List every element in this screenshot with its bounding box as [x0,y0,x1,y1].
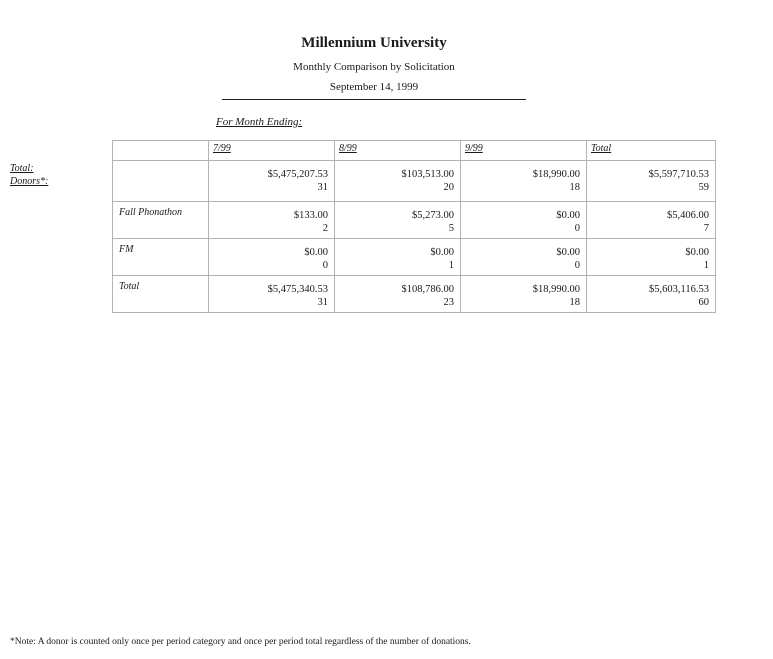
row-label [113,161,209,202]
value-cell: $0.00 0 [461,239,587,276]
value-cell: $103,513.00 20 [335,161,461,202]
header-cell: 7/99 [209,141,335,161]
header-cell: 8/99 [335,141,461,161]
value-cell: $18,990.00 18 [461,161,587,202]
comparison-table [112,140,716,313]
header-cell: 9/99 [461,141,587,161]
row-label: Fall Phonathon [113,202,209,239]
table-row-total [113,276,716,313]
value-cell: $108,786.00 23 [335,276,461,313]
value-cell: $5,406.00 7 [587,202,716,239]
value-cell: $0.00 1 [335,239,461,276]
value-cell: $0.00 1 [587,239,716,276]
title-divider [222,99,526,100]
value-cell: $5,273.00 5 [335,202,461,239]
value-cell: $18,990.00 18 [461,276,587,313]
total-row-label: Total: [10,163,34,174]
row-label: FM [113,239,209,276]
value-cell: $5,475,340.53 31 [209,276,335,313]
value-cell: $133.00 2 [209,202,335,239]
value-cell: $5,475,207.53 31 [209,161,335,202]
table-row [113,239,716,276]
value-cell: $5,603,116.53 60 [587,276,716,313]
table-row [113,161,716,202]
donors-row-label: Donors*: [10,176,49,187]
row-label: Total [113,276,209,313]
report-title: Millennium University [301,35,447,51]
value-cell: $0.00 0 [209,239,335,276]
header-cell-blank [113,141,209,161]
footnote: *Note: A donor is counted only once per period category and once per period total regardless of the number of donations. [10,637,471,647]
value-cell: $0.00 0 [461,202,587,239]
table-header-row [113,141,716,161]
for-month-ending-label: For Month Ending: [216,116,303,128]
value-cell: $5,597,710.53 59 [587,161,716,202]
report-subtitle: Monthly Comparison by Solicitation [293,61,455,73]
header-cell: Total [587,141,716,161]
table-row [113,202,716,239]
report-date: September 14, 1999 [329,81,419,93]
